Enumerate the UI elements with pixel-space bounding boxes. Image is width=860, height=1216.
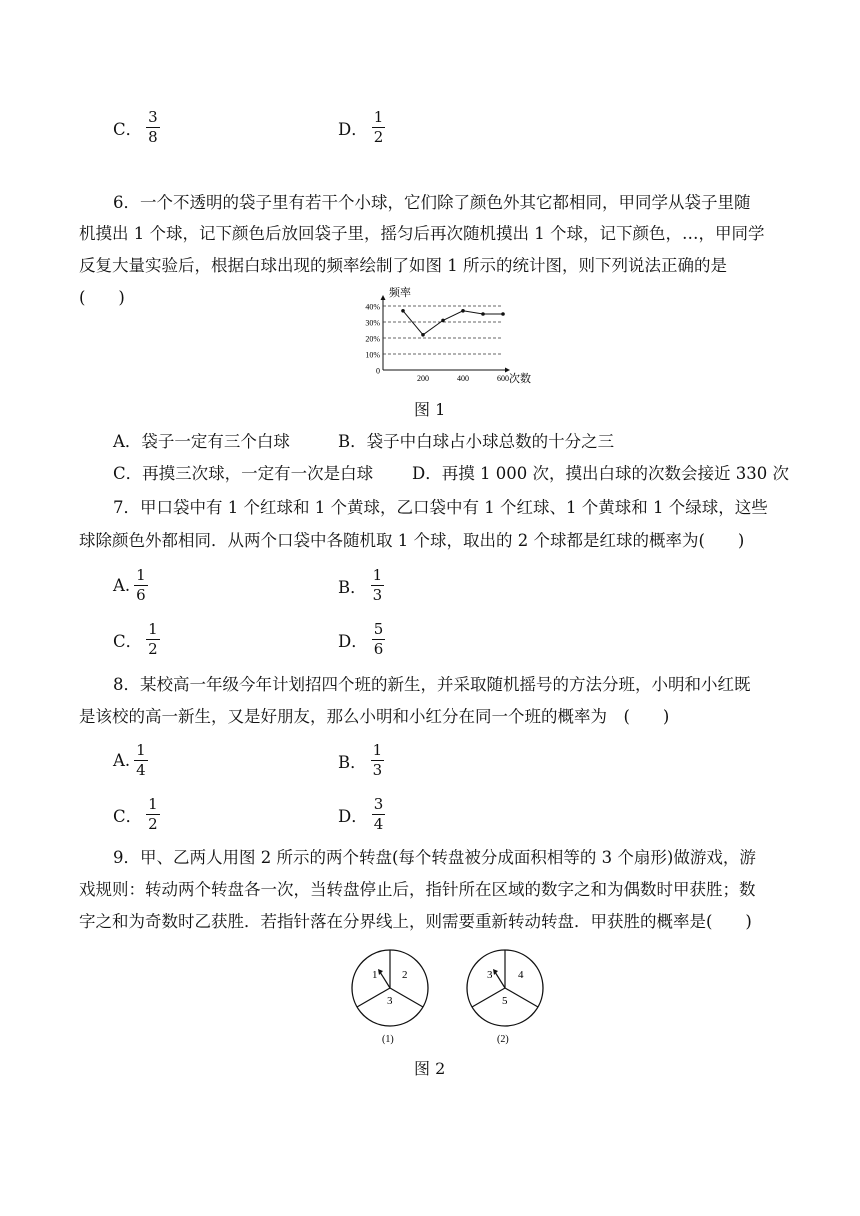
y-axis-arrow-icon [381,295,386,300]
y-tick-label: 20% [365,334,380,344]
fraction: $\frac{3}{4}$ [373,795,384,833]
q9-line-3: 字之和为奇数时乙获胜．若指针落在分界线上，则需要重新转动转盘．甲获胜的概率是( ) [79,912,752,931]
fraction: $\frac{5}{6}$ [373,620,384,658]
y-axis-label: 频率 [389,287,411,299]
option-label: C． [113,119,143,139]
q6-line-2: 机摸出 1 个球，记下颜色后放回袋子里，摇匀后再次随机摸出 1 个球，记下颜色，…，甲同学 [79,224,765,243]
pointer-arrowhead-icon [493,969,498,975]
spinners-figure [345,948,555,1050]
fraction: $\frac{1}{6}$ [136,566,146,604]
data-point [501,312,505,316]
spinner-2-number-c: 5 [502,995,508,1007]
x-tick-label: 400 [457,374,469,383]
fraction: $\frac{1}{2}$ [148,620,158,658]
option-label: A. [113,576,131,595]
q7-line-2: 球除颜色外都相同．从两个口袋中各随机取 1 个球，取出的 2 个球都是红球的概率为( ) [79,531,745,550]
data-point [461,309,465,313]
divider-line [390,988,423,1007]
spinner-1 [352,950,428,1045]
q9-line-2: 戏规则：转动两个转盘各一次，当转盘停止后，指针所在区域的数字之和为偶数时甲获胜；数 [79,880,756,899]
data-point [481,312,485,316]
q7-line-1: 7．甲口袋中有 1 个红球和 1 个黄球，乙口袋中有 1 个红球、1 个黄球和 1 个绿球，这些 [113,498,768,517]
q5-option-d [338,108,385,147]
y-tick-label: 40% [365,302,380,312]
x-axis-arrow-icon [505,368,510,373]
divider-line [505,988,538,1007]
q7-option-c [113,620,160,659]
q5-option-c [113,108,160,147]
spinner-1-number-b: 2 [402,969,408,981]
x-tick-label: 600 [497,374,509,383]
spinner-2 [467,950,543,1045]
y-tick-label: 10% [365,350,380,360]
fraction: $\frac{1}{2}$ [148,795,158,833]
q8-line-1: 8．某校高一年级今年计划招四个班的新生，并采取随机摇号的方法分班，小明和小红既 [113,675,751,694]
q6-option-a: A．袋子一定有三个白球 [113,432,290,451]
divider-line [357,988,390,1007]
fraction: $\frac{1}{3}$ [372,741,383,779]
q8-option-b [338,741,384,780]
option-label: C． [113,631,143,651]
option-label: D． [338,119,368,139]
option-label: D． [338,806,368,826]
spinner-2-number-a: 3 [487,969,493,981]
y-tick-label: 30% [365,318,380,328]
figure-2-caption: 图 2 [414,1059,446,1078]
q9-line-1: 9．甲、乙两人用图 2 所示的两个转盘(每个转盘被分成面积相等的 3 个扇形)做游戏，游 [113,848,756,867]
pointer-arrow-icon [380,972,390,988]
q6-option-d: D．再摸 1 000 次，摸出白球的次数会接近 330 次 [412,464,789,483]
y-tick-label: 0 [376,366,380,376]
fraction: $\frac{1}{3}$ [372,566,383,604]
spinner-2-number-b: 4 [518,969,524,981]
option-label: B． [338,752,367,772]
x-axis-label: 次数 [509,373,531,385]
q6-option-b: B．袋子中白球占小球总数的十分之三 [338,432,615,451]
q8-option-d [338,795,385,834]
spinner-2-label: (2) [497,1034,509,1045]
q6-option-c: C．再摸三次球，一定有一次是白球 [113,464,374,483]
spinner-1-number-a: 1 [372,969,378,981]
chart-series [401,309,505,337]
option-label: B． [338,577,367,597]
q8-option-a [113,741,148,780]
chart-axes [381,295,511,373]
q8-line-2: 是该校的高一新生，又是好朋友，那么小明和小红分在同一个班的概率为 ( ) [79,707,670,726]
figure-1-caption: 图 1 [414,400,446,419]
q6-line-4: ( ) [79,288,125,307]
x-tick-label: 200 [417,374,429,383]
fraction: $\frac{1}{2}$ [373,108,384,146]
series-line [403,311,503,335]
option-label: C． [113,806,143,826]
q7-option-d [338,620,385,659]
q6-line-3: 反复大量实验后，根据白球出现的频率绘制了如图 1 所示的统计图，则下列说法正确的是 [79,256,727,275]
q7-option-a [113,566,148,605]
pointer-arrowhead-icon [378,969,383,975]
option-label: D． [338,631,368,651]
option-label: A. [113,751,131,770]
data-point [441,319,445,323]
q6-line-1: 6．一个不透明的袋子里有若干个小球，它们除了颜色外其它都相同，甲同学从袋子里随 [113,193,751,212]
pointer-arrow-icon [495,972,505,988]
data-point [421,333,425,337]
chart-grid [383,306,503,354]
q7-option-b [338,566,384,605]
fraction: $\frac{3}{8}$ [148,108,158,146]
q8-option-c [113,795,160,834]
spinner-1-number-c: 3 [387,995,393,1007]
chart-ticks [365,303,509,384]
spinner-1-label: (1) [382,1034,394,1045]
fraction: $\frac{1}{4}$ [136,741,146,779]
data-point [401,309,405,313]
frequency-line-chart [355,286,535,386]
divider-line [472,988,505,1007]
